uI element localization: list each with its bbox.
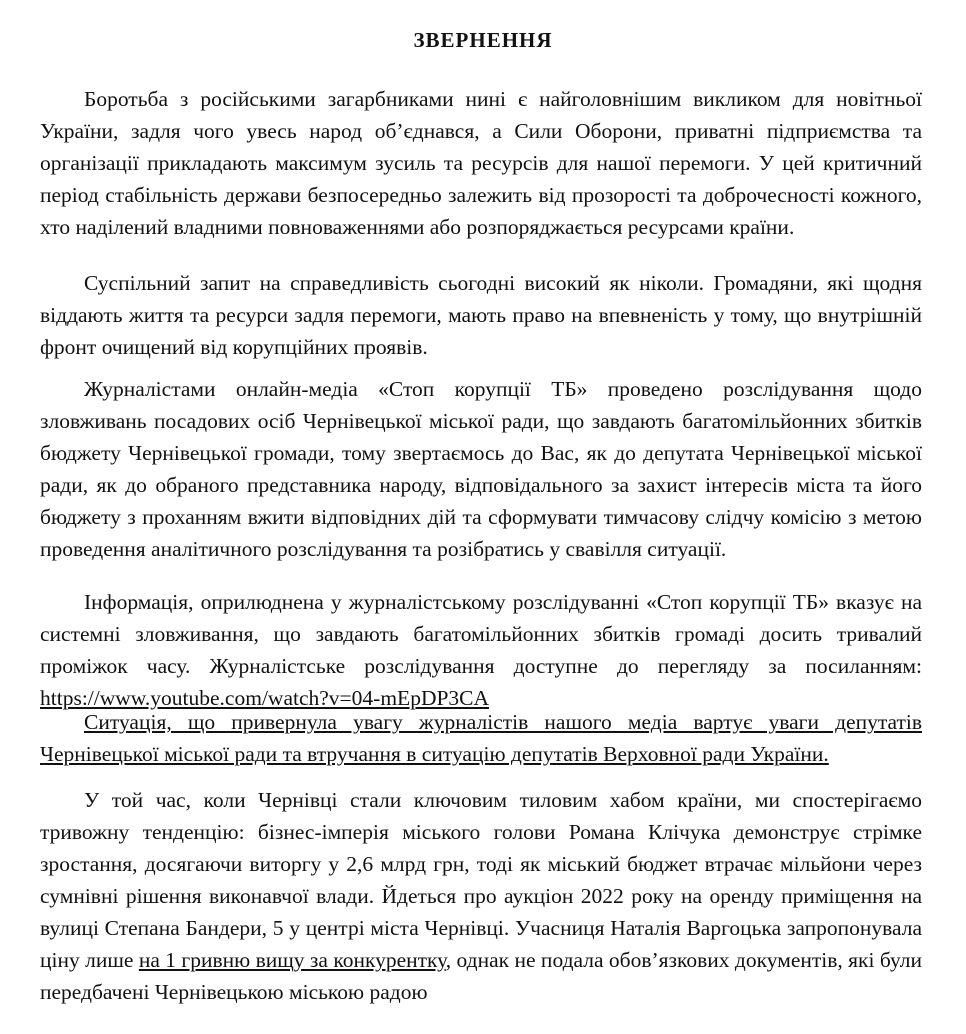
paragraph-attention-underlined: Ситуація, що привернула увагу журналістів нашого медіа вартує уваги депутатів Чернівецької міської ради та втручання в ситуацію депутатів Верховної ради України. bbox=[40, 710, 922, 766]
paragraph-information-text: Інформація, оприлюднена у журналістському розслідуванні «Стоп корупції ТБ» вказує на системні зловживання, що завдають багатомільйонних збитків громаді досить тривалий проміжок часу. Журналістське розслідування доступне до перегляду за посиланням: bbox=[40, 590, 922, 678]
paragraph-auction-start: У той час, коли Чернівці стали ключовим тиловим хабом країни, ми спостерігаємо тривожну тенденцію: бізнес-імперія міського голови Романа Клічука демонструє стрімке зростання, досягаючи виторгу у 2,6 млрд грн, тоді як міський бюджет втрачає мільйони через сумнівні рішення виконавчої влади. Йдеться про аукціон 2022 року на оренду приміщення на вулиці Степана Бандери, 5 у центрі міста Чернівці. Учасниця Наталія Варгоцька запропонувала ціну лише bbox=[40, 788, 922, 972]
paragraph-information bbox=[40, 586, 922, 714]
paragraph-auction-end: , однак не подала обов’язкових документів, які були передбачені Чернівецькою міською радою bbox=[40, 948, 923, 1004]
paragraph-intro: Боротьба з російськими загарбниками нині є найголовнішим викликом для новітньої України, задля чого увесь народ об’єднався, а Сили Оборони, приватні підприємства та організації прикладають максимум зусиль та ресурсів для нашої перемоги. У цей критичний період стабільність держави безпосередньо залежить від прозорості та доброчесності кожного, хто наділений владними повноваженнями або розпоряджається ресурсами країни. bbox=[40, 87, 922, 239]
youtube-link[interactable]: https://www.youtube.com/watch?v=04-mEpDP3CA bbox=[40, 686, 490, 710]
paragraph-auction-underlined: на 1 гривню вищу за конкурентку bbox=[138, 948, 446, 972]
paragraph-auction bbox=[40, 784, 922, 1008]
document-title: ЗВЕРНЕННЯ bbox=[413, 28, 553, 52]
paragraph-investigation: Журналістами онлайн-медіа «Стоп корупції ТБ» проведено розслідування щодо зловживань посадових осіб Чернівецької міської ради, що завдають багатомільйонних збитків бюджету Чернівецької громади, тому звертаємось до Вас, як до депутата Чернівецької міської ради, як до обраного представника народу, відповідального за захист інтересів міста та його бюджету з проханням вжити відповідних дій та сформувати тимчасову слідчу комісію з метою проведення аналітичного розслідування та розібратись у свавілля ситуації. bbox=[40, 377, 922, 561]
paragraph-public-demand: Суспільний запит на справедливість сьогодні високий як ніколи. Громадяни, які щодня віддають життя та ресурси задля перемоги, мають право на впевненість у тому, що внутрішній фронт очищений від корупційних проявів. bbox=[40, 271, 922, 359]
